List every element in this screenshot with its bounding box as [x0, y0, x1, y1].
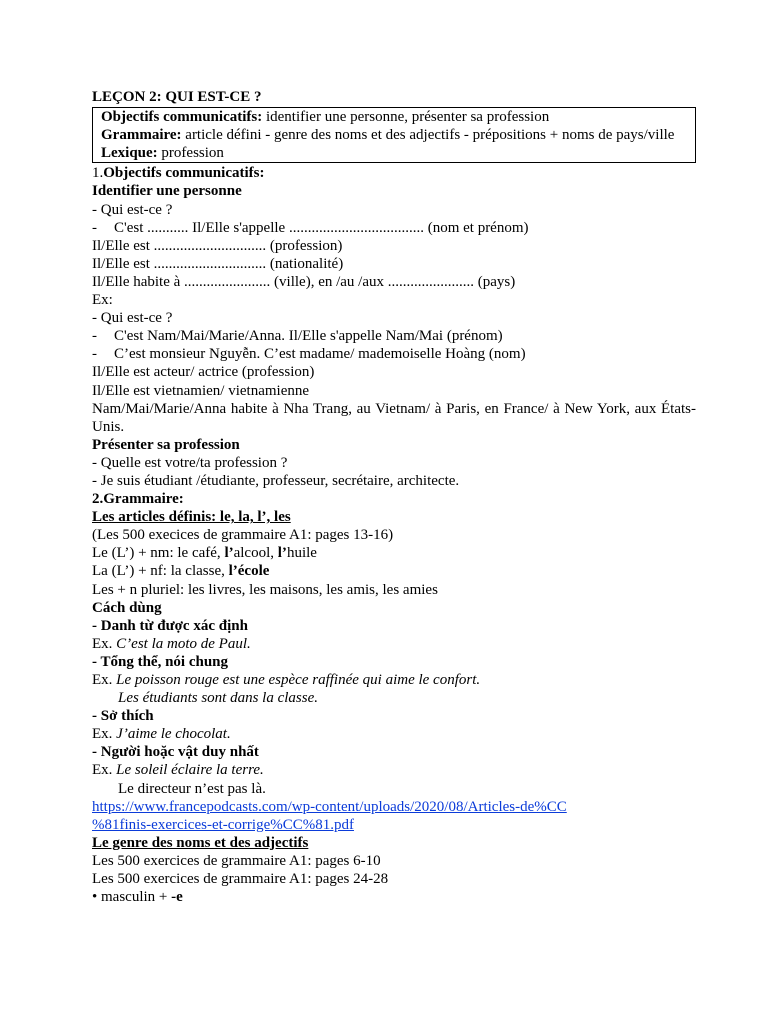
- usage-4-example: [92, 761, 696, 779]
- example-line-5: Nam/Mai/Marie/Anna habite à Nha Trang, au Vietnam/ à Paris, en France/ à New York, aux États-Unis.: [92, 400, 696, 435]
- article-la-line: [92, 562, 696, 580]
- profession-answer: - Je suis étudiant /étudiante, professeur, secrétaire, architecte.: [92, 472, 460, 489]
- profession-heading: Présenter sa profession: [92, 436, 240, 453]
- usage-3-ex-label: Ex.: [92, 726, 117, 743]
- article-les-line: Les + n pluriel: les livres, les maisons, les amis, les amies: [92, 581, 438, 598]
- objectives-label: Objectifs communicatifs:: [101, 109, 263, 126]
- example-line-3: Il/Elle est acteur/ actrice (profession): [92, 364, 315, 381]
- usage-3: - Sở thích: [92, 708, 154, 725]
- article-le-word-1: alcool,: [233, 545, 278, 562]
- usage-2-ex-text: Le poisson rouge est une espèce raffinée qui aime le confort.: [116, 672, 481, 688]
- usage-1: - Danh từ được xác định: [92, 617, 248, 634]
- lexicon-label: Lexique:: [101, 145, 158, 162]
- usage-4-example-2: Le directeur n’est pas là.: [118, 780, 266, 797]
- summary-box: [92, 107, 696, 163]
- example-line-2: - C’est monsieur Nguyễn. C’est madame/ mademoiselle Hoàng (nom): [92, 346, 526, 363]
- question-line: - Qui est-ce ?: [92, 201, 173, 218]
- usage-2-ex-label: Ex.: [92, 672, 117, 688]
- template-line-4: Il/Elle habite à ....................... (ville), en /au /aux ....................... (pays): [92, 273, 516, 290]
- genre-reference-1: Les 500 exercices de grammaire A1: pages 6-10: [92, 852, 381, 869]
- usage-heading: Cách dùng: [92, 599, 162, 616]
- articles-reference: (Les 500 execices de grammaire A1: pages 13-16): [92, 527, 394, 544]
- lexicon-text: profession: [157, 145, 224, 162]
- article-le-bold-2: l’: [277, 545, 287, 562]
- usage-2: - Tổng thể, nói chung: [92, 653, 229, 670]
- example-label: Ex:: [92, 292, 113, 309]
- section-2-heading: 2.Grammaire:: [92, 491, 184, 508]
- masculine-bullet: [92, 888, 696, 906]
- example-line-2-text: C’est monsieur Nguyễn. C’est madame/ mademoiselle Hoàng (nom): [114, 346, 526, 363]
- article-le-bold-1: l’: [224, 545, 234, 562]
- article-le-word-2: huile: [286, 545, 317, 562]
- usage-3-ex-text: J’aime le chocolat.: [116, 726, 231, 743]
- usage-4: - Người hoặc vật duy nhất: [92, 744, 259, 761]
- grammar-label: Grammaire:: [101, 127, 182, 144]
- template-line-1: - C'est ........... Il/Elle s'appelle .................................... (nom et prénom): [92, 219, 529, 236]
- masculine-bullet-suffix: -e: [171, 889, 183, 906]
- section-1-heading: [92, 164, 696, 182]
- article-le-text: Le (L’) + nm: le café,: [92, 545, 225, 562]
- articles-heading: Les articles définis: le, la, l’, les: [92, 509, 291, 526]
- lesson-title: LEÇON 2: QUI EST-CE ?: [92, 89, 262, 105]
- lexicon-line: [101, 144, 687, 162]
- example-question: - Qui est-ce ?: [92, 310, 173, 327]
- usage-1-example: [92, 635, 696, 653]
- article-le-line: [92, 544, 696, 562]
- article-la-text: La (L’) + nf: la classe,: [92, 563, 229, 580]
- grammar-line: [101, 126, 687, 144]
- genre-heading: Le genre des noms et des adjectifs: [92, 834, 309, 851]
- usage-2-example-2: Les étudiants sont dans la classe.: [118, 690, 319, 707]
- usage-3-example: [92, 725, 696, 743]
- usage-2-example: [92, 671, 696, 689]
- objectives-line: [101, 108, 687, 126]
- document-page: [92, 88, 696, 906]
- example-line-1-text: C'est Nam/Mai/Marie/Anna. Il/Elle s'appelle Nam/Mai (prénom): [114, 328, 503, 345]
- usage-1-ex-text: C’est la moto de Paul.: [116, 635, 251, 652]
- example-line-1: - C'est Nam/Mai/Marie/Anna. Il/Elle s'appelle Nam/Mai (prénom): [92, 328, 503, 345]
- template-line-2: Il/Elle est .............................. (profession): [92, 237, 343, 254]
- usage-4-ex-text: Le soleil éclaire la terre.: [116, 762, 264, 779]
- usage-4-ex-label: Ex.: [92, 762, 117, 779]
- section-1-title: Objectifs communicatifs:: [103, 165, 265, 182]
- template-line-3: Il/Elle est .............................. (nationalité): [92, 255, 344, 272]
- identify-heading: Identifier une personne: [92, 183, 242, 200]
- article-la-bold: l’école: [228, 563, 270, 580]
- grammar-text: article défini - genre des noms et des adjectifs - prépositions + noms de pays/ville: [181, 127, 675, 144]
- link-line-1: https://www.francepodcasts.com/wp-content/uploads/2020/08/Articles-de%CC: [92, 798, 567, 815]
- template-line-1-text: C'est ........... Il/Elle s'appelle .................................... (nom et prénom): [114, 219, 529, 236]
- objectives-text: identifier une personne, présenter sa profession: [262, 109, 550, 126]
- link-line-2: %81finis-exercices-et-corrige%CC%81.pdf: [92, 816, 354, 833]
- articles-exercise-link[interactable]: [92, 798, 696, 834]
- masculine-bullet-text: • masculin +: [92, 889, 172, 906]
- example-line-4: Il/Elle est vietnamien/ vietnamienne: [92, 382, 310, 399]
- usage-1-ex-label: Ex.: [92, 635, 117, 652]
- profession-question: - Quelle est votre/ta profession ?: [92, 454, 288, 471]
- genre-reference-2: Les 500 exercices de grammaire A1: pages 24-28: [92, 871, 389, 888]
- section-1-number: 1.: [92, 165, 104, 182]
